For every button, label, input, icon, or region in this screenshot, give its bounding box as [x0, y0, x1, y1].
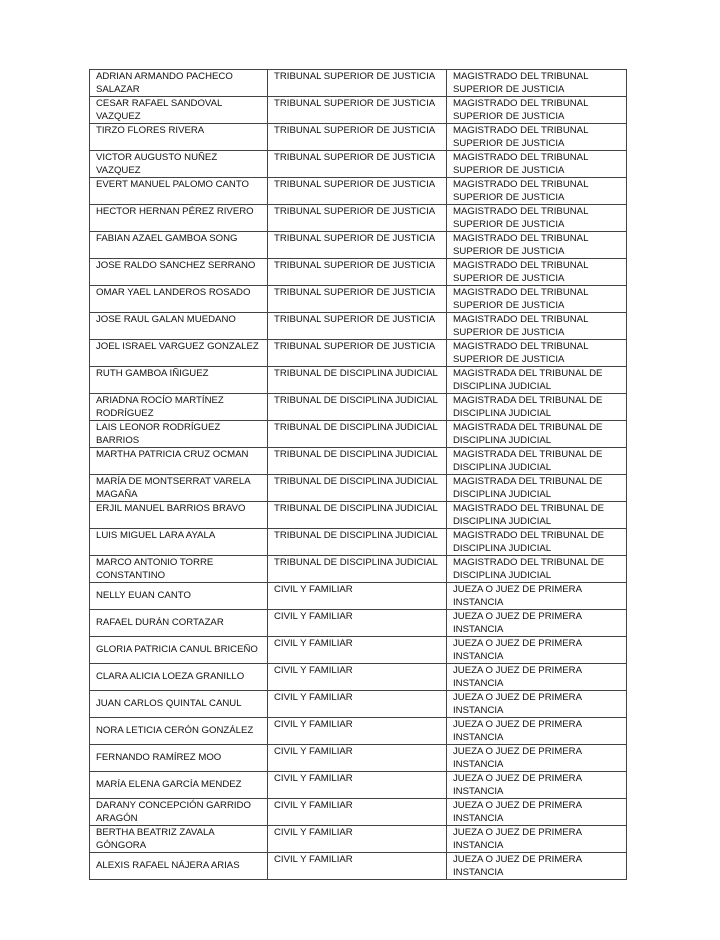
organ-cell: TRIBUNAL DE DISCIPLINA JUDICIAL — [268, 475, 447, 502]
position-cell: MAGISTRADA DEL TRIBUNAL DE DISCIPLINA JUDICIAL — [447, 367, 627, 394]
position-cell: MAGISTRADA DEL TRIBUNAL DE DISCIPLINA JUDICIAL — [447, 475, 627, 502]
organ-cell: TRIBUNAL DE DISCIPLINA JUDICIAL — [268, 421, 447, 448]
name-cell: DARANY CONCEPCIÓN GARRIDO ARAGÓN — [90, 799, 268, 826]
name-cell: CLARA ALICIA LOEZA GRANILLO — [90, 664, 268, 691]
table-row — [90, 583, 627, 610]
table-row — [90, 70, 627, 97]
name-cell: TIRZO FLORES RIVERA — [90, 124, 268, 151]
name-cell: ADRIAN ARMANDO PACHECO SALAZAR — [90, 70, 268, 97]
position-cell: MAGISTRADO DEL TRIBUNAL DE DISCIPLINA JUDICIAL — [447, 556, 627, 583]
position-cell: MAGISTRADO DEL TRIBUNAL SUPERIOR DE JUSTICIA — [447, 340, 627, 367]
table-row — [90, 421, 627, 448]
position-cell: JUEZA O JUEZ DE PRIMERA INSTANCIA — [447, 745, 627, 772]
name-cell: NELLY EUAN CANTO — [90, 583, 268, 610]
name-cell: FABIAN AZAEL GAMBOA SONG — [90, 232, 268, 259]
table-row — [90, 367, 627, 394]
table-row — [90, 259, 627, 286]
organ-cell: CIVIL Y FAMILIAR — [268, 691, 447, 718]
table-row — [90, 826, 627, 853]
position-cell: JUEZA O JUEZ DE PRIMERA INSTANCIA — [447, 691, 627, 718]
organ-cell: TRIBUNAL SUPERIOR DE JUSTICIA — [268, 178, 447, 205]
position-cell: JUEZA O JUEZ DE PRIMERA INSTANCIA — [447, 799, 627, 826]
organ-cell: TRIBUNAL SUPERIOR DE JUSTICIA — [268, 70, 447, 97]
position-cell: JUEZA O JUEZ DE PRIMERA INSTANCIA — [447, 718, 627, 745]
name-cell: LAIS LEONOR RODRÍGUEZ BARRIOS — [90, 421, 268, 448]
organ-cell: TRIBUNAL DE DISCIPLINA JUDICIAL — [268, 394, 447, 421]
organ-cell: CIVIL Y FAMILIAR — [268, 664, 447, 691]
table-row — [90, 394, 627, 421]
name-cell: BERTHA BEATRIZ ZAVALA GÓNGORA — [90, 826, 268, 853]
organ-cell: CIVIL Y FAMILIAR — [268, 745, 447, 772]
organ-cell: TRIBUNAL SUPERIOR DE JUSTICIA — [268, 259, 447, 286]
organ-cell: TRIBUNAL SUPERIOR DE JUSTICIA — [268, 124, 447, 151]
name-cell: MARÍA ELENA GARCÍA MENDEZ — [90, 772, 268, 799]
position-cell: MAGISTRADO DEL TRIBUNAL SUPERIOR DE JUSTICIA — [447, 178, 627, 205]
organ-cell: CIVIL Y FAMILIAR — [268, 637, 447, 664]
table-row — [90, 799, 627, 826]
name-cell: JOSE RALDO SANCHEZ SERRANO — [90, 259, 268, 286]
organ-cell: TRIBUNAL DE DISCIPLINA JUDICIAL — [268, 502, 447, 529]
organ-cell: CIVIL Y FAMILIAR — [268, 583, 447, 610]
name-cell: RUTH GAMBOA IÑIGUEZ — [90, 367, 268, 394]
name-cell: GLORIA PATRICIA CANUL BRICEÑO — [90, 637, 268, 664]
table-row — [90, 637, 627, 664]
organ-cell: CIVIL Y FAMILIAR — [268, 772, 447, 799]
table-row — [90, 448, 627, 475]
position-cell: MAGISTRADO DEL TRIBUNAL SUPERIOR DE JUSTICIA — [447, 124, 627, 151]
table-row — [90, 124, 627, 151]
position-cell: MAGISTRADO DEL TRIBUNAL SUPERIOR DE JUSTICIA — [447, 205, 627, 232]
position-cell: MAGISTRADO DEL TRIBUNAL DE DISCIPLINA JUDICIAL — [447, 529, 627, 556]
table-row — [90, 232, 627, 259]
name-cell: ARIADNA ROCÍO MARTÍNEZ RODRÍGUEZ — [90, 394, 268, 421]
name-cell: MARTHA PATRICIA CRUZ OCMAN — [90, 448, 268, 475]
name-cell: OMAR YAEL LANDEROS ROSADO — [90, 286, 268, 313]
organ-cell: TRIBUNAL SUPERIOR DE JUSTICIA — [268, 205, 447, 232]
table-row — [90, 718, 627, 745]
position-cell: JUEZA O JUEZ DE PRIMERA INSTANCIA — [447, 664, 627, 691]
table-row — [90, 340, 627, 367]
organ-cell: TRIBUNAL DE DISCIPLINA JUDICIAL — [268, 556, 447, 583]
position-cell: JUEZA O JUEZ DE PRIMERA INSTANCIA — [447, 637, 627, 664]
position-cell: MAGISTRADO DEL TRIBUNAL SUPERIOR DE JUSTICIA — [447, 313, 627, 340]
name-cell: FERNANDO RAMÍREZ MOO — [90, 745, 268, 772]
name-cell: ALEXIS RAFAEL NÁJERA ARIAS — [90, 853, 268, 880]
organ-cell: CIVIL Y FAMILIAR — [268, 718, 447, 745]
table-row — [90, 529, 627, 556]
name-cell: LUIS MIGUEL LARA AYALA — [90, 529, 268, 556]
position-cell: MAGISTRADO DEL TRIBUNAL SUPERIOR DE JUSTICIA — [447, 151, 627, 178]
name-cell: JUAN CARLOS QUINTAL CANUL — [90, 691, 268, 718]
name-cell: JOEL ISRAEL VARGUEZ GONZALEZ — [90, 340, 268, 367]
position-cell: MAGISTRADO DEL TRIBUNAL SUPERIOR DE JUSTICIA — [447, 286, 627, 313]
organ-cell: TRIBUNAL SUPERIOR DE JUSTICIA — [268, 313, 447, 340]
position-cell: MAGISTRADO DEL TRIBUNAL SUPERIOR DE JUSTICIA — [447, 259, 627, 286]
name-cell: CESAR RAFAEL SANDOVAL VAZQUEZ — [90, 97, 268, 124]
position-cell: MAGISTRADO DEL TRIBUNAL SUPERIOR DE JUSTICIA — [447, 70, 627, 97]
position-cell: MAGISTRADA DEL TRIBUNAL DE DISCIPLINA JUDICIAL — [447, 448, 627, 475]
name-cell: RAFAEL DURÁN CORTAZAR — [90, 610, 268, 637]
organ-cell: TRIBUNAL DE DISCIPLINA JUDICIAL — [268, 367, 447, 394]
candidates-table-body — [90, 70, 627, 880]
table-row — [90, 151, 627, 178]
name-cell: JOSE RAUL GALAN MUEDANO — [90, 313, 268, 340]
position-cell: MAGISTRADA DEL TRIBUNAL DE DISCIPLINA JUDICIAL — [447, 421, 627, 448]
organ-cell: TRIBUNAL SUPERIOR DE JUSTICIA — [268, 232, 447, 259]
organ-cell: TRIBUNAL DE DISCIPLINA JUDICIAL — [268, 448, 447, 475]
position-cell: MAGISTRADO DEL TRIBUNAL DE DISCIPLINA JUDICIAL — [447, 502, 627, 529]
organ-cell: TRIBUNAL SUPERIOR DE JUSTICIA — [268, 97, 447, 124]
organ-cell: CIVIL Y FAMILIAR — [268, 853, 447, 880]
position-cell: JUEZA O JUEZ DE PRIMERA INSTANCIA — [447, 610, 627, 637]
name-cell: VICTOR AUGUSTO NUÑEZ VAZQUEZ — [90, 151, 268, 178]
name-cell: ERJIL MANUEL BARRIOS BRAVO — [90, 502, 268, 529]
name-cell: NORA LETICIA CERÓN GONZÁLEZ — [90, 718, 268, 745]
organ-cell: TRIBUNAL SUPERIOR DE JUSTICIA — [268, 340, 447, 367]
position-cell: JUEZA O JUEZ DE PRIMERA INSTANCIA — [447, 583, 627, 610]
table-row — [90, 664, 627, 691]
table-row — [90, 610, 627, 637]
organ-cell: CIVIL Y FAMILIAR — [268, 799, 447, 826]
table-row — [90, 205, 627, 232]
position-cell: JUEZA O JUEZ DE PRIMERA INSTANCIA — [447, 826, 627, 853]
table-row — [90, 691, 627, 718]
table-row — [90, 286, 627, 313]
organ-cell: TRIBUNAL SUPERIOR DE JUSTICIA — [268, 286, 447, 313]
position-cell: JUEZA O JUEZ DE PRIMERA INSTANCIA — [447, 853, 627, 880]
name-cell: MARCO ANTONIO TORRE CONSTANTINO — [90, 556, 268, 583]
position-cell: JUEZA O JUEZ DE PRIMERA INSTANCIA — [447, 772, 627, 799]
position-cell: MAGISTRADA DEL TRIBUNAL DE DISCIPLINA JUDICIAL — [447, 394, 627, 421]
table-row — [90, 745, 627, 772]
table-row — [90, 475, 627, 502]
table-row — [90, 97, 627, 124]
name-cell: EVERT MANUEL PALOMO CANTO — [90, 178, 268, 205]
organ-cell: TRIBUNAL DE DISCIPLINA JUDICIAL — [268, 529, 447, 556]
name-cell: MARÍA DE MONTSERRAT VARELA MAGAÑA — [90, 475, 268, 502]
table-row — [90, 853, 627, 880]
organ-cell: CIVIL Y FAMILIAR — [268, 826, 447, 853]
organ-cell: CIVIL Y FAMILIAR — [268, 610, 447, 637]
table-row — [90, 502, 627, 529]
position-cell: MAGISTRADO DEL TRIBUNAL SUPERIOR DE JUSTICIA — [447, 232, 627, 259]
candidates-table — [89, 69, 627, 880]
name-cell: HECTOR HERNAN PÉREZ RIVERO — [90, 205, 268, 232]
position-cell: MAGISTRADO DEL TRIBUNAL SUPERIOR DE JUSTICIA — [447, 97, 627, 124]
table-row — [90, 178, 627, 205]
organ-cell: TRIBUNAL SUPERIOR DE JUSTICIA — [268, 151, 447, 178]
table-row — [90, 313, 627, 340]
table-row — [90, 772, 627, 799]
table-row — [90, 556, 627, 583]
